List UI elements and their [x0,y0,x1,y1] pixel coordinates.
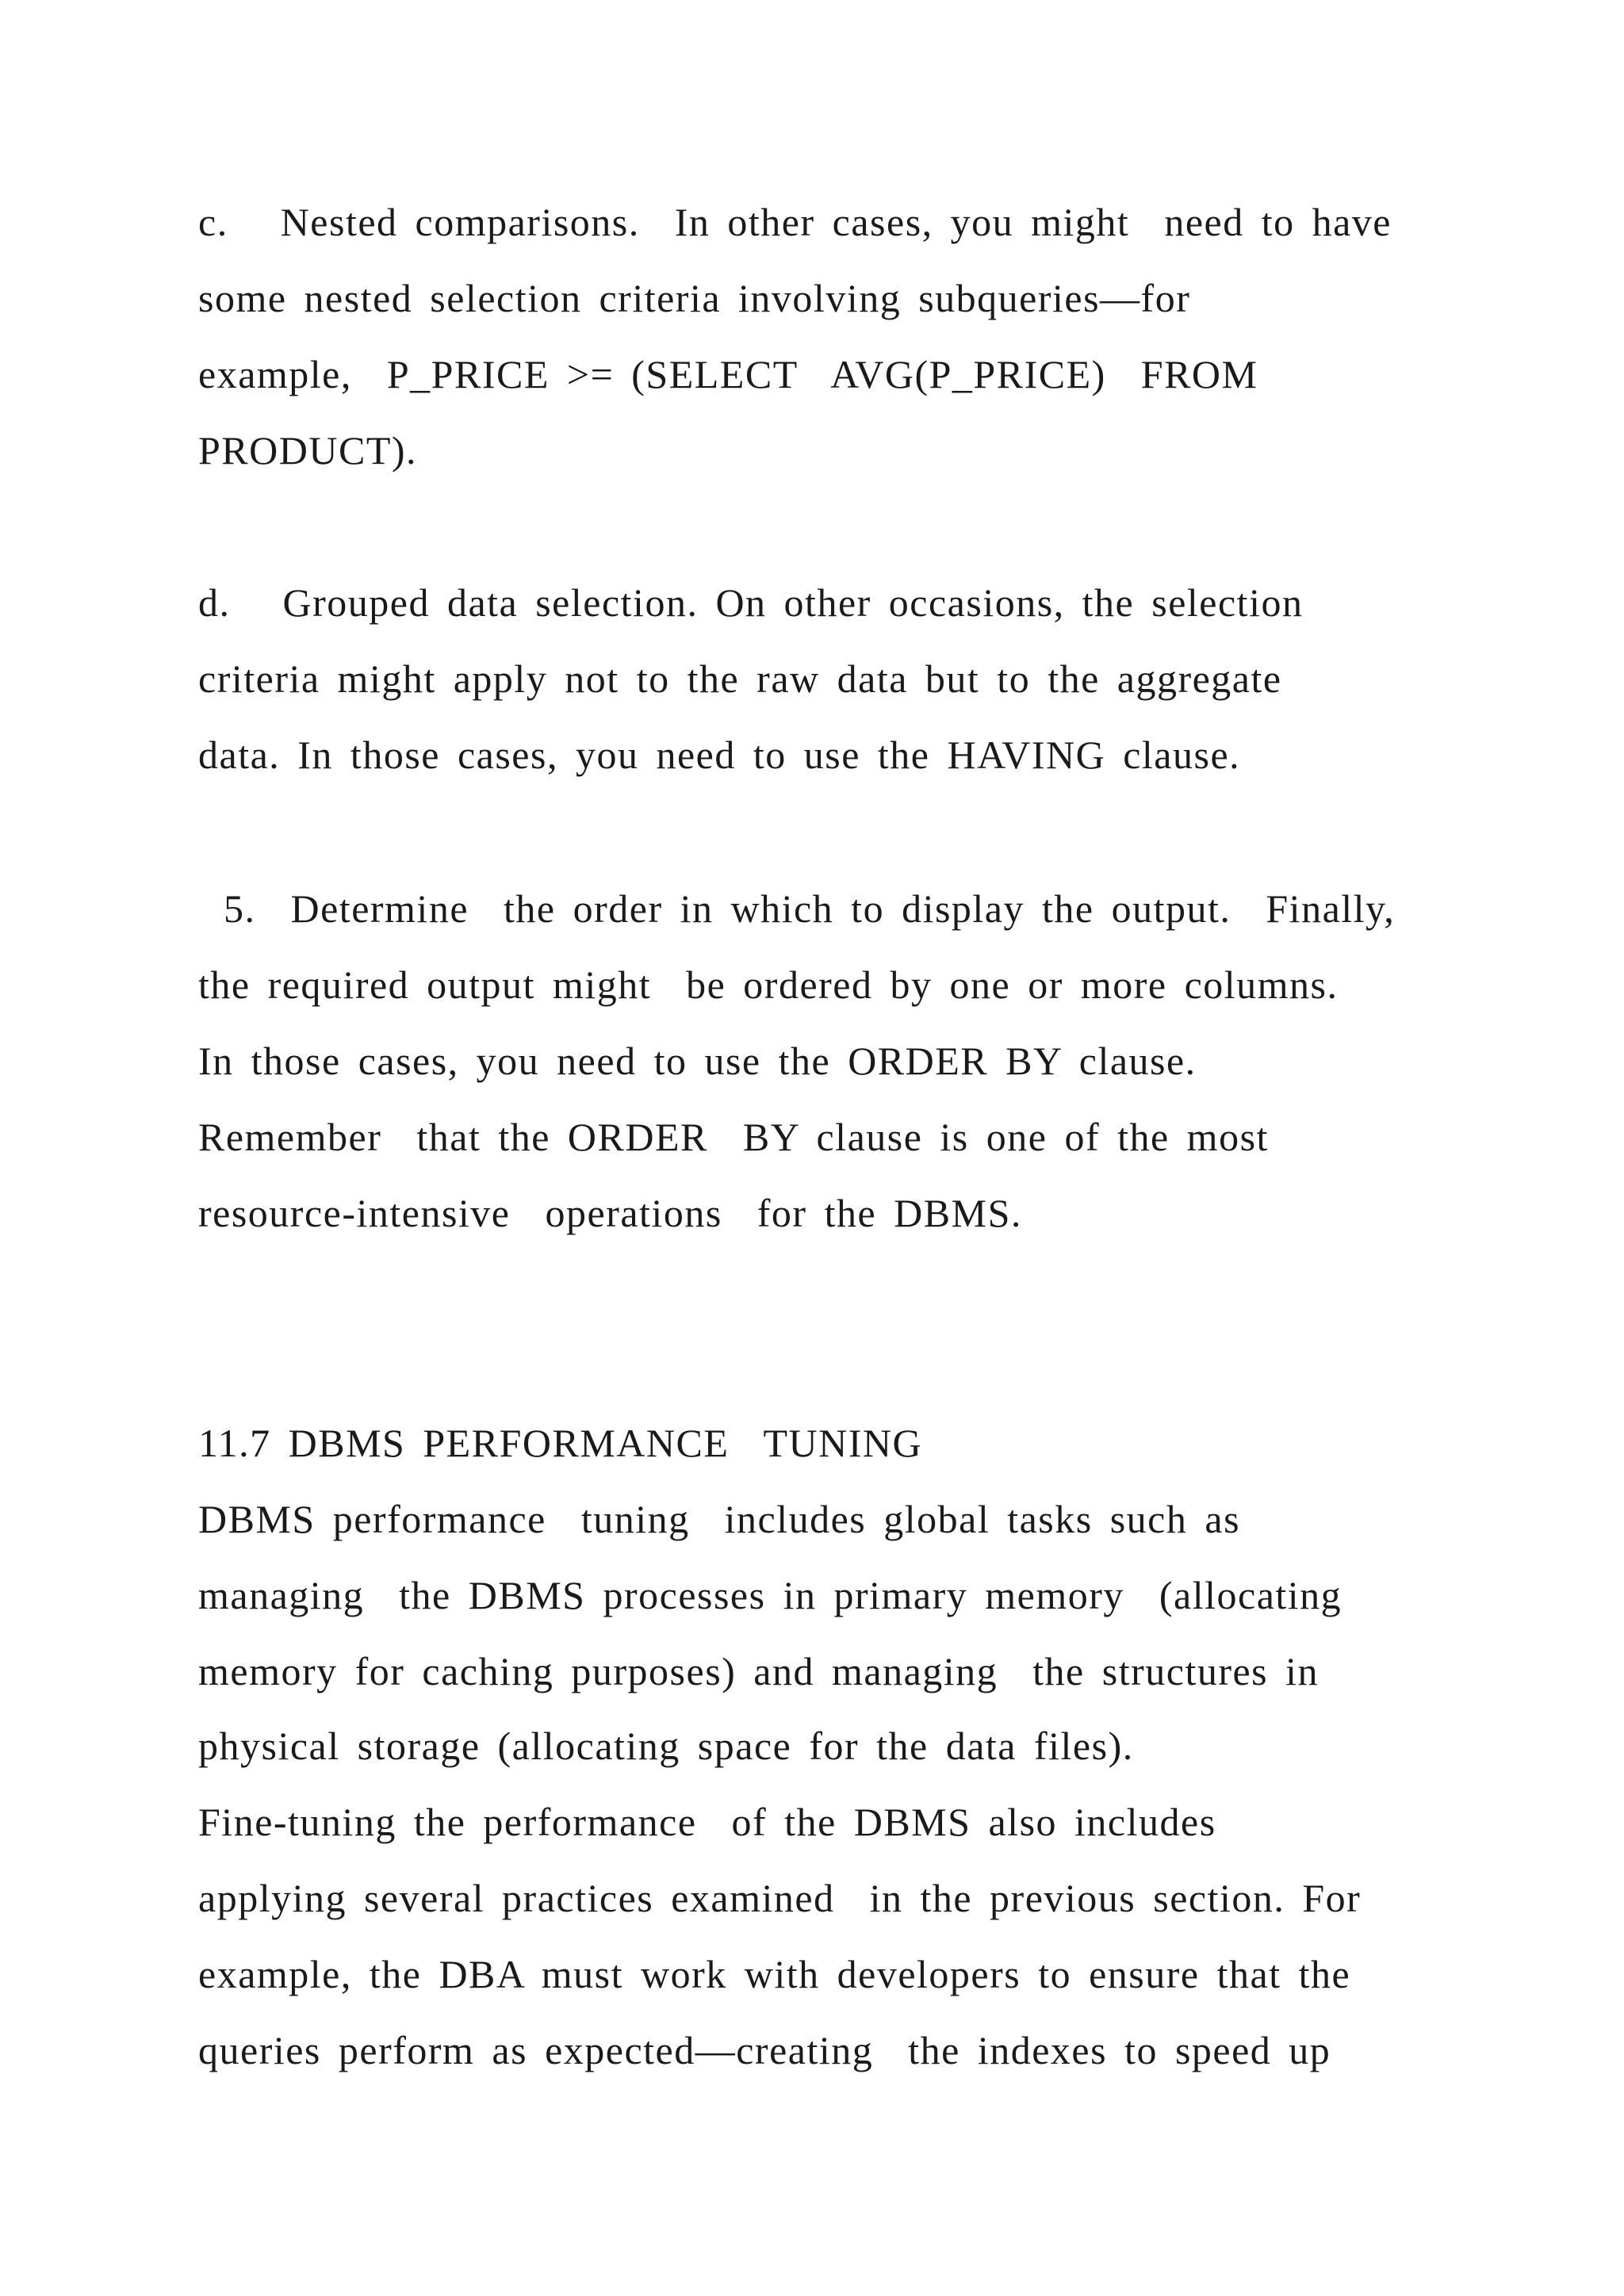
section-body-line-1: DBMS performance tuning includes global tasks such as [198,1497,1241,1541]
paragraph-d-line-2: criteria might apply not to the raw data but to the aggregate [198,656,1282,701]
section-body-line-4: physical storage (allocating space for the data files). [198,1724,1134,1768]
paragraph-c-line-1: c. Nested comparisons. In other cases, you might need to have [198,200,1392,244]
step-5-line-4: Remember that the ORDER BY clause is one of the most [198,1115,1269,1159]
section-heading: 11.7 DBMS PERFORMANCE TUNING [198,1421,923,1465]
step-5-line-5: resource-intensive operations for the DBMS. [198,1191,1022,1235]
section-body-line-8: queries perform as expected—creating the indexes to speed up [198,2028,1331,2072]
section-body-line-6: applying several practices examined in the previous section. For [198,1876,1362,1920]
paragraph-c-line-2: some nested selection criteria involving subqueries—for [198,276,1191,320]
paragraph-d-line-3: data. In those cases, you need to use the HAVING clause. [198,733,1241,777]
step-5-line-1: 5. Determine the order in which to display the output. Finally, [224,886,1396,931]
section-body-line-5: Fine-tuning the performance of the DBMS also includes [198,1800,1216,1844]
step-5-line-3: In those cases, you need to use the ORDER BY clause. [198,1039,1197,1083]
section-body-line-7: example, the DBA must work with developers to ensure that the [198,1952,1351,1996]
section-body-line-2: managing the DBMS processes in primary memory (allocating [198,1573,1342,1617]
paragraph-d-line-1: d. Grouped data selection. On other occasions, the selection [198,580,1304,625]
step-5-line-2: the required output might be ordered by one or more columns. [198,962,1339,1007]
section-body-line-3: memory for caching purposes) and managing the structures in [198,1649,1320,1693]
paragraph-c-line-4: PRODUCT). [198,428,418,473]
paragraph-c-line-3: example, P_PRICE >= (SELECT AVG(P_PRICE) FROM [198,352,1258,396]
